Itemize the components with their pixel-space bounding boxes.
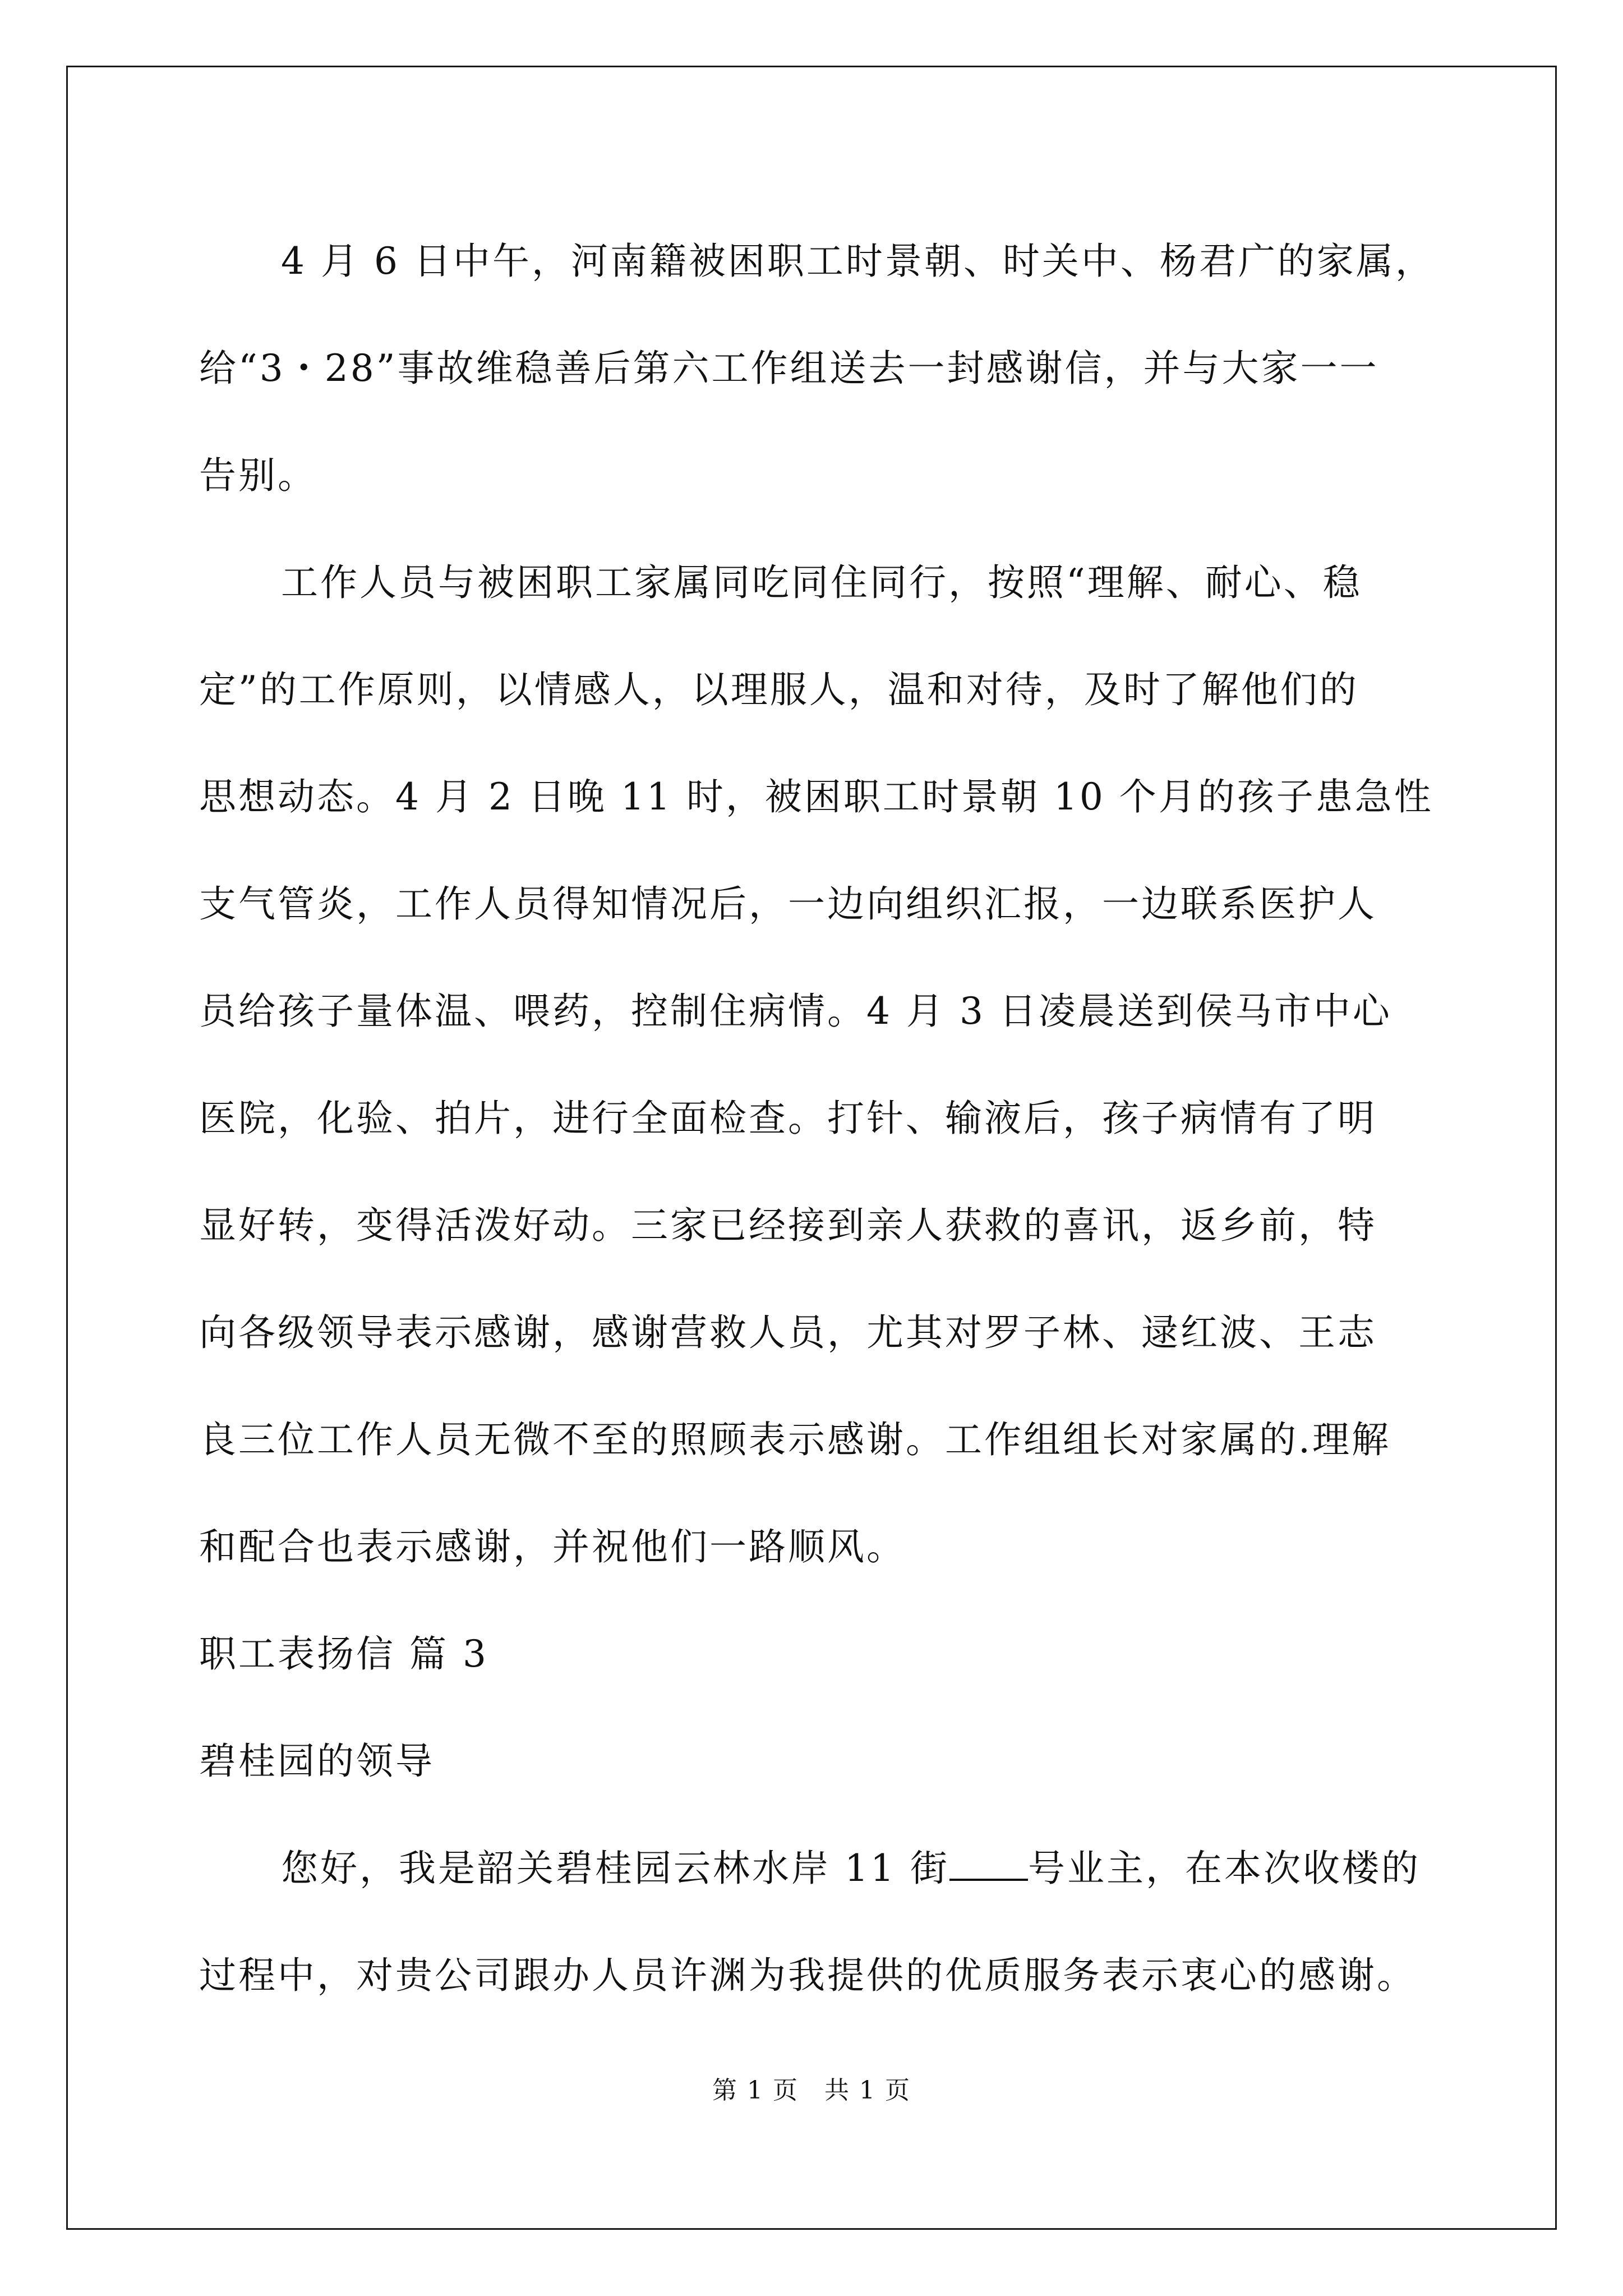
text-line: 工作人员与被困职工家属同吃同住同行，按照“理解、耐心、稳 bbox=[281, 561, 1362, 604]
salutation-text: 碧桂园的领导 bbox=[199, 1740, 435, 1783]
text-before-blank: 您好，我是韶关碧桂园云林水岸 11 街 bbox=[281, 1847, 949, 1890]
paragraph-1 bbox=[199, 208, 1435, 529]
text-line: 和配合也表示感谢，并祝他们一路顺风。 bbox=[199, 1525, 906, 1568]
text-line: 给“3・28”事故维稳善后第六工作组送去一封感谢信，并与大家一一 bbox=[199, 347, 1379, 390]
text-line: 员给孩子量体温、喂药，控制住病情。4 月 3 日凌晨送到侯马市中心 bbox=[199, 990, 1392, 1033]
text-line-with-blank bbox=[199, 1815, 1422, 1922]
text-after-blank: 号业主，在本次收楼的 bbox=[1027, 1847, 1421, 1890]
paragraph-3 bbox=[199, 1815, 1422, 2029]
page-footer bbox=[0, 2070, 1623, 2106]
text-line: 告别。 bbox=[199, 454, 317, 497]
salutation bbox=[199, 1708, 1422, 1815]
paragraph-2 bbox=[199, 529, 1433, 1600]
text-line: 医院，化验、拍片，进行全面检查。打针、输液后，孩子病情有了明 bbox=[199, 1097, 1377, 1140]
text-line: 4 月 6 日中午，河南籍被困职工时景朝、时关中、杨君广的家属， bbox=[281, 240, 1435, 283]
page-number: 第 1 页 bbox=[712, 2076, 799, 2105]
text-line: 思想动态。4 月 2 日晚 11 时，被困职工时景朝 10 个月的孩子患急性 bbox=[199, 775, 1433, 818]
section-heading bbox=[199, 1600, 1422, 1708]
fill-in-blank bbox=[949, 1851, 1028, 1881]
text-line: 过程中，对贵公司跟办人员许渊为我提供的优质服务表示衷心的感谢。 bbox=[199, 1954, 1416, 1997]
text-line: 向各级领导表示感谢，感谢营救人员，尤其对罗子林、逯红波、王志 bbox=[199, 1311, 1377, 1354]
text-line: 定”的工作原则，以情感人，以理服人，温和对待，及时了解他们的 bbox=[199, 668, 1359, 711]
text-line: 支气管炎，工作人员得知情况后，一边向组织汇报，一边联系医护人 bbox=[199, 882, 1377, 926]
page-total: 共 1 页 bbox=[824, 2076, 911, 2105]
text-line: 良三位工作人员无微不至的照顾表示感谢。工作组组长对家属的.理解 bbox=[199, 1418, 1391, 1461]
document-body bbox=[199, 208, 1435, 2029]
heading-text: 职工表扬信 篇 3 bbox=[199, 1632, 488, 1676]
text-line: 显好转，变得活泼好动。三家已经接到亲人获救的喜讯，返乡前，特 bbox=[199, 1204, 1377, 1247]
